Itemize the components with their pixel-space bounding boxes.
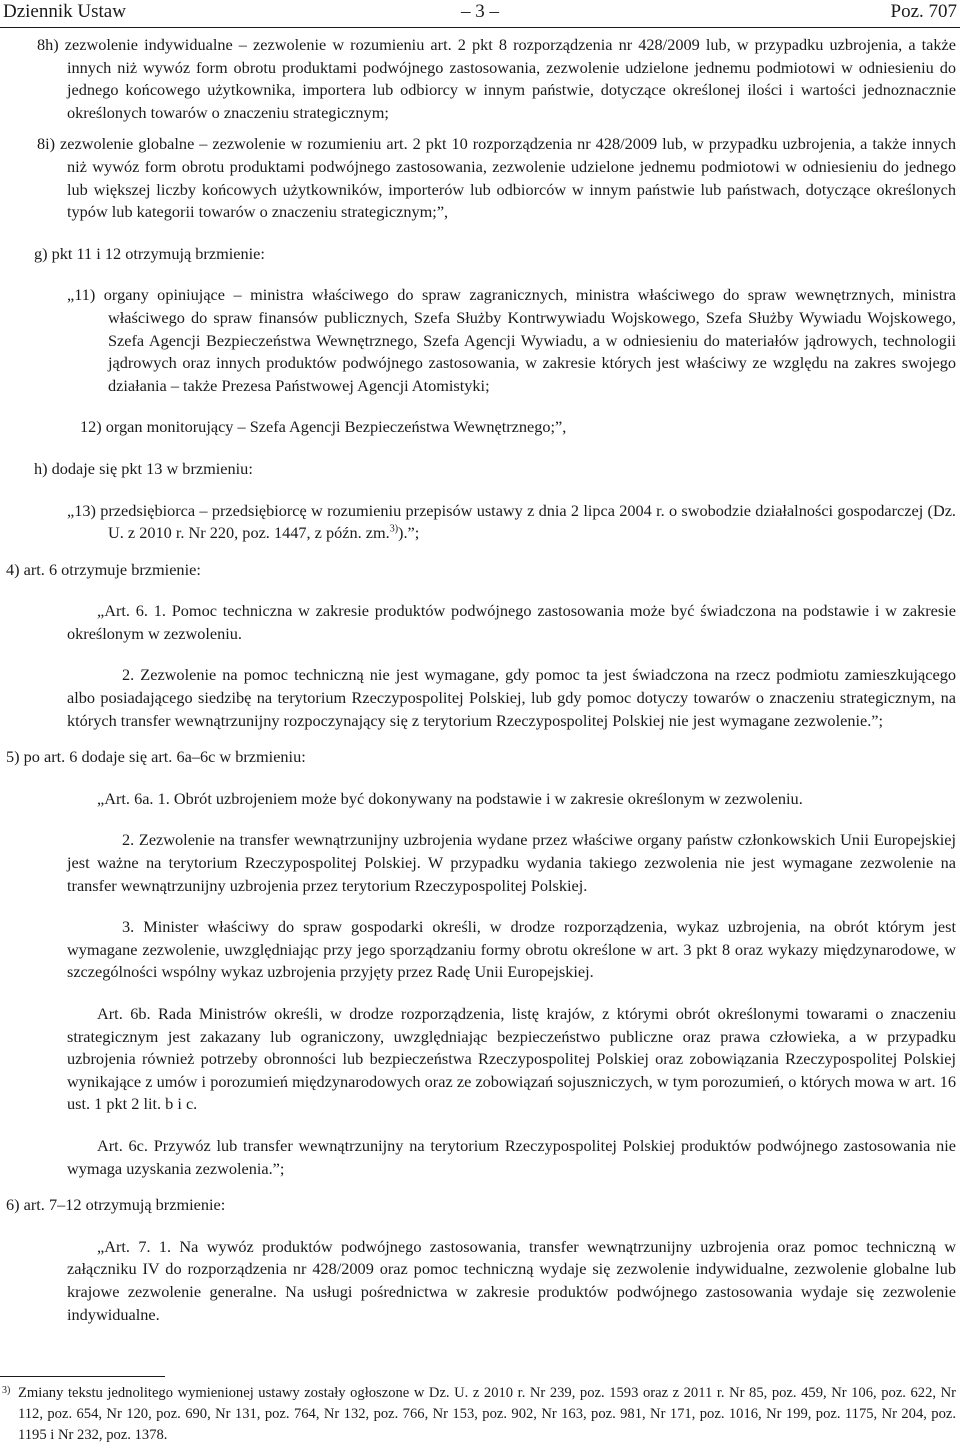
position-number: Poz. 707 <box>890 1 957 22</box>
art-6-par-2: 2. Zezwolenie na pomoc techniczną nie jest wymagane, gdy pomoc ta jest świadczona na rzecz podmiotu zamieszkującego albo posiadającego siedzibę na terytorium Rzeczypospolitej Polskiej, lub gdy pomoc dotyczy towarów o znaczeniu strategicznym, na których transfer wewnątrzunijny rozpoczynający się z terytorium Rzeczypospolitej Polskiej nie jest wymagane zezwolenie.”; <box>67 665 956 730</box>
footnote-text: Zmiany tekstu jednolitego wymienionej ustawy zostały ogłoszone w Dz. U. z 2010 r. Nr 239, poz. 1593 oraz z 2011 r. Nr 85, poz. 459, Nr 106, poz. 622, Nr 112, poz. 654, Nr 120, poz. 690, Nr 131, poz. 764, Nr 132, poz. 766, Nr 153, poz. 902, Nr 163, poz. 981, Nr 171, poz. 1016, Nr 199, poz. 1175, Nr 204, poz. 1195 i Nr 232, poz. 1378. <box>18 1385 956 1443</box>
item-5-intro: 5) po art. 6 dodaje się art. 6a–6c w brzmieniu: <box>6 747 306 767</box>
art-6a-par-1: „Art. 6a. 1. Obrót uzbrojeniem może być dokonywany na podstawie i w zakresie określonym w zezwoleniu. <box>97 788 803 808</box>
item-13 <box>0 500 956 545</box>
item-13-tail: ).”; <box>398 523 420 543</box>
item-11: „11) organy opiniujące – ministra właściwego do spraw zagranicznych, ministra właściwego do spraw wewnętrznych, ministra właściwego do spraw finansów publicznych, Szefa Służby Kontrwywiadu Wojskowego, Szefa Służby Wywiadu Wojskowego, Szefa Agencji Bezpieczeństwa Wewnętrznego, Szefa Agencji Wywiadu, a w odniesieniu do materiałów jądrowych, technologii jądrowych oraz innych produktów podwójnego zastosowania, w zakresie których jest właściwy ze względu na zakres swojego działania – także Prezesa Państwowej Agencji Atomistyki; <box>67 285 956 395</box>
item-4-intro: 4) art. 6 otrzymuje brzmienie: <box>6 559 201 579</box>
art-6c: Art. 6c. Przywóz lub transfer wewnątrzunijny na terytorium Rzeczypospolitej Polskiej produktów podwójnego zastosowania nie wymaga uzyskania zezwolenia.”; <box>67 1135 956 1178</box>
item-h-intro: h) dodaje się pkt 13 w brzmieniu: <box>34 458 253 478</box>
item-13-text: „13) przedsiębiorca – przedsiębiorcę w rozumieniu przepisów ustawy z dnia 2 lipca 2004 r. o swobodzie działalności gospodarczej (Dz. U. z 2010 r. Nr 220, poz. 1447, z późn. zm. <box>67 500 956 543</box>
footnote-reference: 3) <box>389 523 399 535</box>
item-12: 12) organ monitorujący – Szefa Agencji Bezpieczeństwa Wewnętrznego;”, <box>80 417 567 437</box>
art-6-par-1: „Art. 6. 1. Pomoc techniczna w zakresie produktów podwójnego zastosowania może być świadczona na podstawie i w zakresie określonym w zezwoleniu. <box>67 601 956 643</box>
art-6a-par-3: 3. Minister właściwy do spraw gospodarki określi, w drodze rozporządzenia, wykaz uzbrojenia, na obrót którym jest wymagane zezwolenie, uwzględniając przy jego sporządzaniu formy obrotu określone w art. 3 pkt 8 oraz wykazy międzynarodowe, w szczególności wspólny wykaz uzbrojenia przyjęty przez Radę Unii Europejskiej. <box>67 917 956 982</box>
item-6-intro: 6) art. 7–12 otrzymują brzmienie: <box>6 1195 226 1215</box>
item-8i: 8i) zezwolenie globalne – zezwolenie w rozumieniu art. 2 pkt 10 rozporządzenia nr 428/2009 lub, w przypadku uzbrojenia, a także innych niż wywóz form obrotu produktami podwójnego zastosowania, zezwolenie udzielone jednemu podmiotowi w odniesieniu do jednego lub większej liczby końcowych użytkowników, importerów lub odbiorców w innym państwie lub państwach, dotyczące określonych typów lub kategorii towarów o znaczeniu strategicznym;”, <box>37 134 956 222</box>
item-8h: 8h) zezwolenie indywidualne – zezwolenie w rozumieniu art. 2 pkt 8 rozporządzenia nr 428/2009 lub, w przypadku uzbrojenia, a także innych niż wywóz form obrotu produktami podwójnego zastosowania, zezwolenie udzielone jednemu podmiotowi w odniesieniu do jednego końcowego użytkownika, importera lub odbiorcy w innym państwie, dotyczące określonej ilości i wartości jednoznacznie określonych towarów o znaczeniu strategicznym; <box>37 35 956 122</box>
footnote <box>0 1383 956 1446</box>
art-7-par-1: „Art. 7. 1. Na wywóz produktów podwójnego zastosowania, transfer wewnątrzunijny uzbrojenia oraz pomoc techniczną w załączniku IV do rozporządzenia nr 428/2009 oraz pomoc techniczną wydaje się zezwolenie indywidualne, zezwolenie globalne lub krajowe zezwolenie generalne. Na usługi pośrednictwa w zakresie produktów podwójnego zastosowania wydaje się zezwolenie indywidualne. <box>67 1236 956 1324</box>
page-header <box>0 0 960 28</box>
footnote-rule <box>0 1376 165 1377</box>
page-number: – 3 – <box>461 1 499 22</box>
footnote-mark: 3) <box>2 1385 11 1396</box>
document-body <box>0 34 960 1326</box>
journal-title: Dziennik Ustaw <box>3 1 126 22</box>
header-rule <box>0 27 960 28</box>
item-g-intro: g) pkt 11 i 12 otrzymują brzmienie: <box>34 243 265 263</box>
art-6a-par-2: 2. Zezwolenie na transfer wewnątrzunijny uzbrojenia wydane przez właściwe organy państw członkowskich Unii Europejskiej jest ważne na terytorium Rzeczypospolitej Polskiej. W przypadku wydania takiego zezwolenia nie jest wymagane zezwolenie na transfer wewnątrzunijny uzbrojenia przez terytorium Rzeczypospolitej Polskiej. <box>67 830 956 895</box>
art-6b: Art. 6b. Rada Ministrów określi, w drodze rozporządzenia, listę krajów, z którymi obrót określonymi towarami o znaczeniu strategicznym jest zakazany lub ograniczony, uwzględniając bezpieczeństwo publiczne oraz prawa człowieka, a w przypadku uzbrojenia również potrzeby obronności lub bezpieczeństwa Rzeczypospolitej Polskiej oraz zobowiązania Rzeczypospolitej Polskiej wynikające z umów i porozumień międzynarodowych oraz ze zobowiązań sojuszniczych, w tym porozumień, o których mowa w art. 16 ust. 1 pkt 2 lit. b i c. <box>67 1004 956 1114</box>
